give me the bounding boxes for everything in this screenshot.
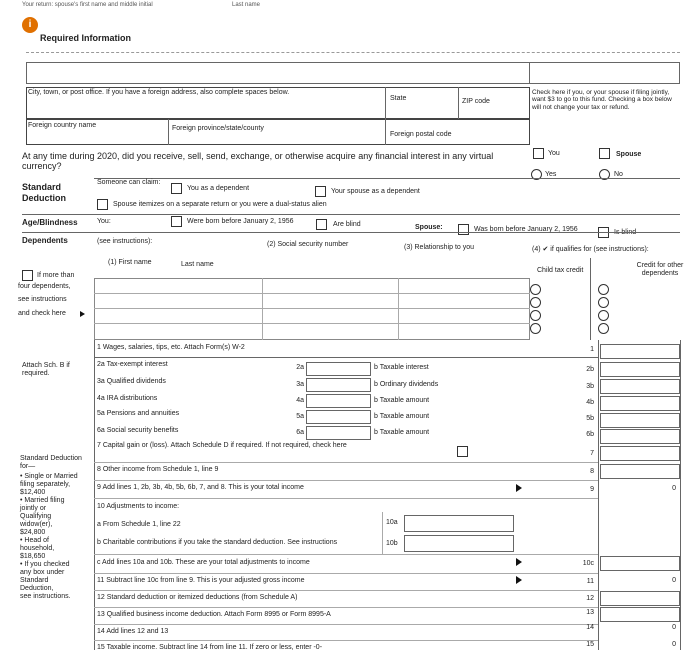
line5a-label: 5a Pensions and annuities bbox=[97, 410, 180, 417]
line15-num: 15 bbox=[586, 641, 594, 648]
line12-num: 12 bbox=[586, 595, 594, 602]
divider bbox=[94, 323, 530, 324]
divider bbox=[680, 340, 681, 650]
line5a-num: 5a bbox=[296, 413, 304, 420]
line9-label: 9 Add lines 1, 2b, 3b, 4b, 5b, 6b, 7, and 8. This is your total income bbox=[97, 484, 304, 491]
divider bbox=[94, 554, 598, 555]
address-apt-input[interactable] bbox=[530, 62, 680, 84]
sidebar-line: $18,650 bbox=[20, 553, 46, 560]
campaign-you-label: You bbox=[548, 150, 560, 157]
foreign-row bbox=[26, 119, 530, 145]
foreign-country-label: Foreign country name bbox=[28, 122, 97, 129]
line4b-num: 4b bbox=[586, 399, 594, 406]
divider bbox=[94, 640, 598, 641]
divider bbox=[168, 119, 169, 145]
line4a-label: 4a IRA distributions bbox=[97, 395, 158, 402]
line6b-num: 6b bbox=[586, 431, 594, 438]
line12-label: 12 Standard deduction or itemized deductions (from Schedule A) bbox=[97, 594, 298, 601]
age-you-label: You: bbox=[97, 218, 111, 225]
more-dependents-note-3: see instructions bbox=[18, 296, 67, 303]
line3b-input[interactable] bbox=[600, 379, 680, 394]
more-dependents-note-1: If more than bbox=[37, 272, 75, 279]
divider bbox=[598, 340, 599, 650]
line6b-input[interactable] bbox=[600, 429, 680, 444]
sidebar-line: • If you checked bbox=[20, 561, 70, 568]
divider bbox=[385, 87, 386, 119]
spouse-itemizes-label: Spouse itemizes on a separate return or you were a dual-status alien bbox=[113, 201, 327, 208]
line2a-label: 2a Tax-exempt interest bbox=[97, 361, 168, 368]
arrow-icon bbox=[516, 558, 522, 566]
dep2-other-radio[interactable] bbox=[598, 297, 609, 308]
dep-col-ssn: (2) Social security number bbox=[267, 241, 349, 248]
line10c-num: 10c bbox=[582, 560, 594, 567]
line7-num: 7 bbox=[590, 450, 594, 457]
sidebar-line: • Head of bbox=[20, 537, 49, 544]
foreign-province-label: Foreign province/state/county bbox=[172, 125, 264, 132]
line15-value: 0 bbox=[672, 641, 676, 648]
divider bbox=[590, 258, 591, 340]
info-icon: i bbox=[22, 17, 38, 33]
standard-deduction-label: Standard Deduction bbox=[22, 182, 66, 203]
line3a-num: 3a bbox=[296, 381, 304, 388]
you-born-before-label: Were born before January 2, 1956 bbox=[187, 218, 294, 225]
you-dependent-checkbox[interactable] bbox=[171, 183, 182, 194]
dep-col-child-credit: Child tax credit bbox=[537, 267, 584, 274]
divider bbox=[94, 624, 598, 625]
line8-label: 8 Other income from Schedule 1, line 9 bbox=[97, 466, 219, 473]
line14-label: 14 Add lines 12 and 13 bbox=[97, 628, 169, 635]
sidebar-line: filing separately, bbox=[20, 481, 71, 488]
line2a-input[interactable] bbox=[306, 362, 371, 376]
campaign-spouse-checkbox[interactable] bbox=[599, 148, 610, 159]
divider bbox=[94, 357, 598, 358]
line5b-num: 5b bbox=[586, 415, 594, 422]
line9-value: 0 bbox=[672, 485, 676, 492]
divider bbox=[94, 462, 598, 463]
line10b-num: 10b bbox=[386, 540, 398, 547]
dependents-see-label: (see instructions): bbox=[97, 238, 153, 245]
line13-label: 13 Qualified business income deduction. Attach Form 8995 or Form 8995-A bbox=[97, 611, 331, 618]
line3b-num: 3b bbox=[586, 383, 594, 390]
line14-value: 0 bbox=[672, 624, 676, 631]
spouse-dependent-checkbox[interactable] bbox=[315, 186, 326, 197]
line10c-label: c Add lines 10a and 10b. These are your total adjustments to income bbox=[97, 559, 310, 566]
divider bbox=[94, 480, 598, 481]
line6b-label: b Taxable amount bbox=[374, 429, 430, 436]
line7-checkbox[interactable] bbox=[457, 446, 468, 457]
arrow-icon bbox=[516, 576, 522, 584]
line3a-input[interactable] bbox=[306, 378, 371, 392]
line4a-input[interactable] bbox=[306, 394, 371, 408]
divider bbox=[94, 607, 598, 608]
address-input[interactable] bbox=[26, 62, 530, 84]
dep4-other-radio[interactable] bbox=[598, 323, 609, 334]
line2b-label: b Taxable interest bbox=[374, 364, 429, 371]
sidebar-line: $24,800 bbox=[20, 529, 46, 536]
divider bbox=[94, 308, 530, 309]
line1-label: 1 Wages, salaries, tips, etc. Attach Form(s) W-2 bbox=[97, 344, 245, 351]
line4b-label: b Taxable amount bbox=[374, 397, 430, 404]
dep-col-qualifies: (4) ✔ if qualifies for (see instructions): bbox=[532, 246, 649, 253]
line8-num: 8 bbox=[590, 468, 594, 475]
dep1-child-radio[interactable] bbox=[530, 284, 541, 295]
line10-label: 10 Adjustments to income: bbox=[97, 503, 180, 510]
line9-num: 9 bbox=[590, 486, 594, 493]
line7-label: 7 Capital gain or (loss). Attach Schedule D if required. If not required, check here bbox=[97, 442, 347, 449]
line10a-input[interactable] bbox=[404, 515, 514, 532]
sidebar-line: widow(er), bbox=[20, 521, 53, 528]
divider bbox=[94, 178, 680, 179]
line11-label: 11 Subtract line 10c from line 9. This is your adjusted gross income bbox=[97, 577, 305, 584]
line8-input[interactable] bbox=[600, 464, 680, 479]
foreign-postal-label: Foreign postal code bbox=[390, 131, 452, 138]
dep2-child-radio[interactable] bbox=[530, 297, 541, 308]
you-blind-checkbox[interactable] bbox=[316, 219, 327, 230]
line2a-num: 2a bbox=[296, 364, 304, 371]
divider bbox=[94, 573, 598, 574]
dep-col-other-credit: Credit for other dependents bbox=[636, 262, 684, 278]
divider bbox=[22, 232, 680, 233]
state-label: State bbox=[390, 95, 407, 102]
you-dependent-label: You as a dependent bbox=[187, 185, 250, 192]
age-blindness-label: Age/Blindness bbox=[22, 218, 78, 227]
attach-sch-b-note: Attach Sch. B if required. bbox=[22, 362, 70, 378]
dep3-other-radio[interactable] bbox=[598, 310, 609, 321]
sidebar-line: Qualifying bbox=[20, 513, 52, 520]
top-note: Your return: spouse's first name and middle initial bbox=[22, 2, 153, 8]
line1-input[interactable] bbox=[600, 344, 680, 359]
page-title: Required Information bbox=[40, 33, 132, 43]
line2b-input[interactable] bbox=[600, 362, 680, 377]
line4a-num: 4a bbox=[296, 397, 304, 404]
line3a-label: 3a Qualified dividends bbox=[97, 378, 166, 385]
divider bbox=[458, 87, 459, 119]
more-dependents-note-2: four dependents, bbox=[18, 283, 71, 290]
sidebar-line: $12,400 bbox=[20, 489, 46, 496]
line7-input[interactable] bbox=[600, 446, 680, 461]
age-spouse-label: Spouse: bbox=[415, 224, 443, 231]
sidebar-line: Deduction, bbox=[20, 585, 54, 592]
spouse-born-before-label: Was born before January 2, 1956 bbox=[474, 226, 578, 233]
divider bbox=[26, 52, 680, 53]
line13-num: 13 bbox=[586, 609, 594, 616]
dependents-grid bbox=[94, 278, 530, 340]
spouse-blind-label: Is blind bbox=[614, 229, 637, 236]
line5a-input[interactable] bbox=[306, 410, 371, 424]
sidebar-line: any box under bbox=[20, 569, 65, 576]
line3b-label: b Ordinary dividends bbox=[374, 381, 439, 388]
line5b-input[interactable] bbox=[600, 413, 680, 428]
someone-claim-label: Someone can claim: bbox=[97, 179, 161, 186]
line1-num: 1 bbox=[590, 346, 594, 353]
last-name-note: Last name bbox=[232, 2, 261, 8]
line11-value: 0 bbox=[672, 577, 676, 584]
virtual-yes-label: Yes bbox=[545, 171, 557, 178]
campaign-note: Check here if you, or your spouse if filing jointly, want $3 to go to this fund. Checking a box below will not change your tax or refund. bbox=[532, 89, 672, 111]
virtual-currency-question: At any time during 2020, did you receive, sell, send, exchange, or otherwise acquire any financial interest in any virtual currency? bbox=[22, 151, 494, 171]
divider bbox=[385, 119, 386, 145]
line10b-label: b Charitable contributions if you take the standard deduction. See instructions bbox=[97, 539, 338, 546]
you-born-before-checkbox[interactable] bbox=[171, 216, 182, 227]
line15-label: 15 Taxable income. Subtract line 14 from line 11. If zero or less, enter -0- bbox=[97, 644, 323, 651]
line5b-label: b Taxable amount bbox=[374, 413, 430, 420]
virtual-no-label: No bbox=[614, 171, 623, 178]
line10b-input[interactable] bbox=[404, 535, 514, 552]
dep-col-last-name: Last name bbox=[181, 261, 214, 268]
divider bbox=[398, 278, 399, 340]
line14-num: 14 bbox=[586, 624, 594, 631]
more-dependents-note-4: and check here bbox=[18, 310, 66, 317]
divider bbox=[262, 278, 263, 340]
line6a-num: 6a bbox=[296, 429, 304, 436]
line12-input[interactable] bbox=[600, 591, 680, 606]
campaign-spouse-label: Spouse bbox=[616, 151, 642, 158]
arrow-icon bbox=[516, 484, 522, 492]
zip-label: ZIP code bbox=[462, 98, 490, 105]
dep-col-first-name: (1) First name bbox=[108, 259, 152, 266]
divider bbox=[94, 498, 598, 499]
campaign-you-checkbox[interactable] bbox=[533, 148, 544, 159]
city-label: City, town, or post office. If you have a foreign address, also complete spaces below. bbox=[28, 89, 290, 96]
line10a-label: a From Schedule 1, line 22 bbox=[97, 521, 181, 528]
sidebar-line: household, bbox=[20, 545, 55, 552]
divider bbox=[382, 512, 383, 554]
sidebar-line: • Married filing bbox=[20, 497, 65, 504]
line10c-input[interactable] bbox=[600, 556, 680, 571]
divider bbox=[22, 214, 680, 215]
line2b-num: 2b bbox=[586, 366, 594, 373]
arrow-icon bbox=[80, 311, 85, 317]
sidebar-title: Standard Deduction for— bbox=[20, 455, 82, 471]
line13-input[interactable] bbox=[600, 607, 680, 622]
line4b-input[interactable] bbox=[600, 396, 680, 411]
you-blind-label: Are blind bbox=[333, 221, 361, 228]
sidebar-line: see instructions. bbox=[20, 593, 71, 600]
sidebar-line: jointly or bbox=[20, 505, 47, 512]
dependents-label: Dependents bbox=[22, 236, 68, 245]
spouse-dependent-label: Your spouse as a dependent bbox=[331, 188, 420, 195]
sidebar-line: Standard bbox=[20, 577, 49, 584]
divider bbox=[94, 590, 598, 591]
dep4-child-radio[interactable] bbox=[530, 323, 541, 334]
dep3-child-radio[interactable] bbox=[530, 310, 541, 321]
spouse-itemizes-checkbox[interactable] bbox=[97, 199, 108, 210]
spouse-born-before-checkbox[interactable] bbox=[458, 224, 469, 235]
line6a-input[interactable] bbox=[306, 426, 371, 440]
dep-col-relationship: (3) Relationship to you bbox=[404, 244, 475, 251]
sidebar-line: • Single or Married bbox=[20, 473, 78, 480]
line11-num: 11 bbox=[586, 578, 594, 585]
more-dependents-checkbox[interactable] bbox=[22, 270, 33, 281]
divider bbox=[94, 293, 530, 294]
dep1-other-radio[interactable] bbox=[598, 284, 609, 295]
city-input[interactable] bbox=[28, 105, 383, 117]
divider bbox=[94, 340, 95, 650]
line6a-label: 6a Social security benefits bbox=[97, 427, 179, 434]
line10a-num: 10a bbox=[386, 519, 398, 526]
